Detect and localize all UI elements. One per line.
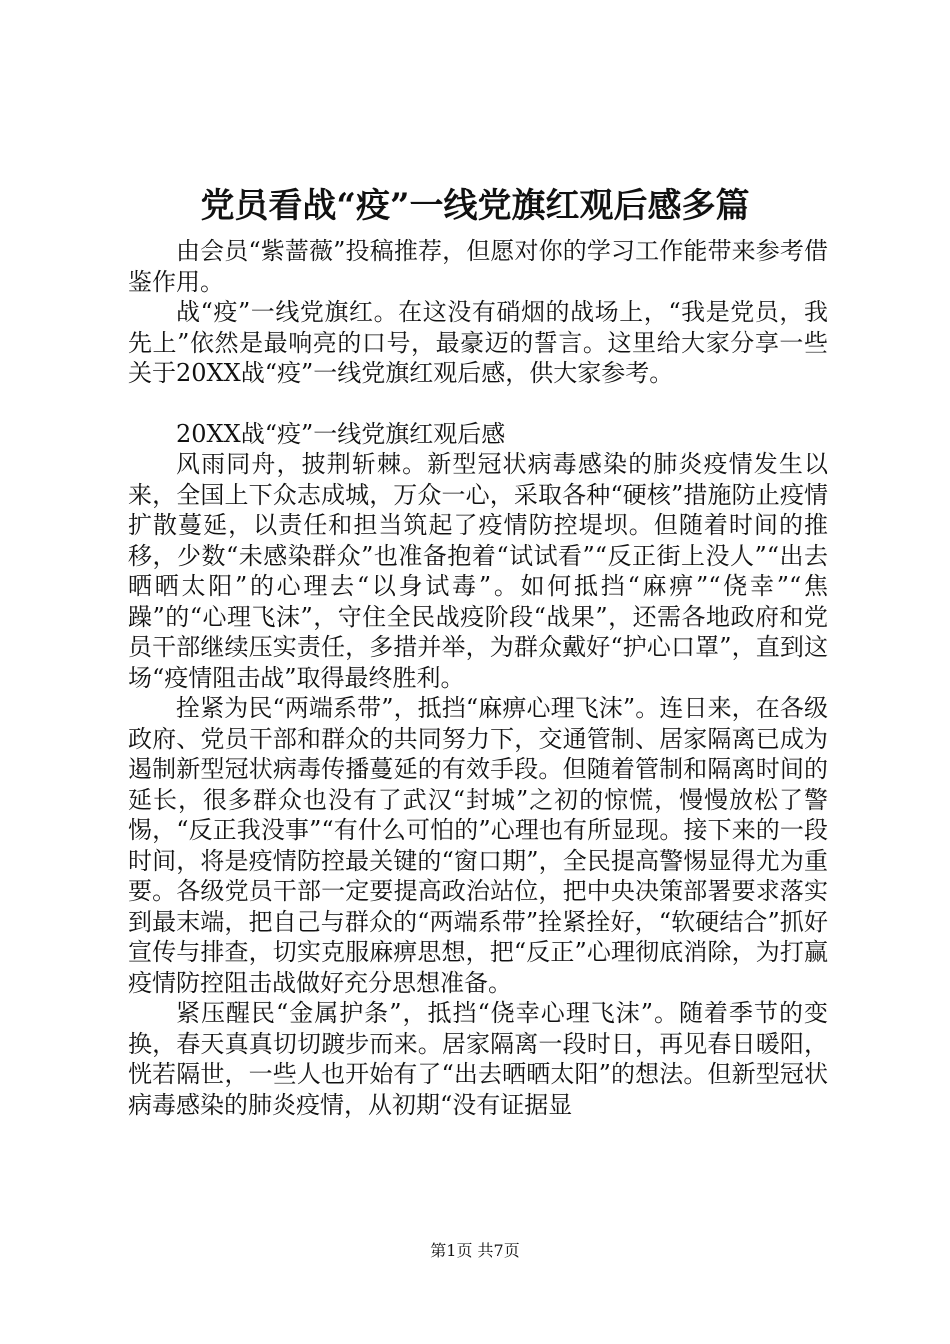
section-heading: 20XX战“疫”一线党旗红观后感 [176,419,506,448]
body-paragraph-1: 风雨同舟，披荆斩棘。新型冠状病毒感染的肺炎疫情发生以来，全国上下众志成城，万众一心，采取各种“硬核”措施防止疫情扩散蔓延，以责任和担当筑起了疫情防控堤坝。但随着时间的推移，少数“未感染群众”也准备抱着“试试看”“反正街上没人”“出去晒晒太阳”的心理去“以身试毒”。如何抵挡“麻痹”“侥幸”“焦躁”的“心理飞沫”，守住全民战疫阶段“战果”，还需各地政府和党员干部继续压实责任，多措并举，为群众戴好“护心口罩”，直到这场“疫情阻击战”取得最终胜利。 [128,450,828,692]
document-body [128,236,828,1120]
summary-paragraph: 战“疫”一线党旗红。在这没有硝烟的战场上，“我是党员，我先上”依然是最响亮的口号，最豪迈的誓言。这里给大家分享一些关于20XX战“疫”一线党旗红观后感，供大家参考。 [128,298,828,387]
body-paragraph-2: 拴紧为民“两端系带”，抵挡“麻痹心理飞沫”。连日来，在各级政府、党员干部和群众的共同努力下，交通管制、居家隔离已成为遏制新型冠状病毒传播蔓延的有效手段。但随着管制和隔离时间的延长，很多群众也没有了武汉“封城”之初的惊慌，慢慢放松了警惕，“反正我没事”“有什么可怕的”心理也有所显现。接下来的一段时间，将是疫情防控最关键的“窗口期”，全民提高警惕显得尤为重要。各级党员干部一定要提高政治站位，把中央决策部署要求落实到最末端，把自己与群众的“两端系带”拴紧拴好，“软硬结合”抓好宣传与排查，切实克服麻痹思想，把“反正”心理彻底消除，为打赢疫情防控阻击战做好充分思想准备。 [128,694,828,997]
document-title: 党员看战“疫”一线党旗红观后感多篇 [200,186,750,226]
intro-paragraph: 由会员“紫蔷薇”投稿推荐，但愿对你的学习工作能带来参考借鉴作用。 [128,237,828,296]
page-number-footer: 第1页 共7页 [430,1241,520,1260]
body-paragraph-3: 紧压醒民“金属护条”，抵挡“侥幸心理飞沫”。随着季节的变换，春天真真切切踱步而来。居家隔离一段时日，再见春日暖阳，恍若隔世，一些人也开始有了“出去晒晒太阳”的想法。但新型冠状病毒感染的肺炎疫情，从初期“没有证据显 [128,999,828,1119]
